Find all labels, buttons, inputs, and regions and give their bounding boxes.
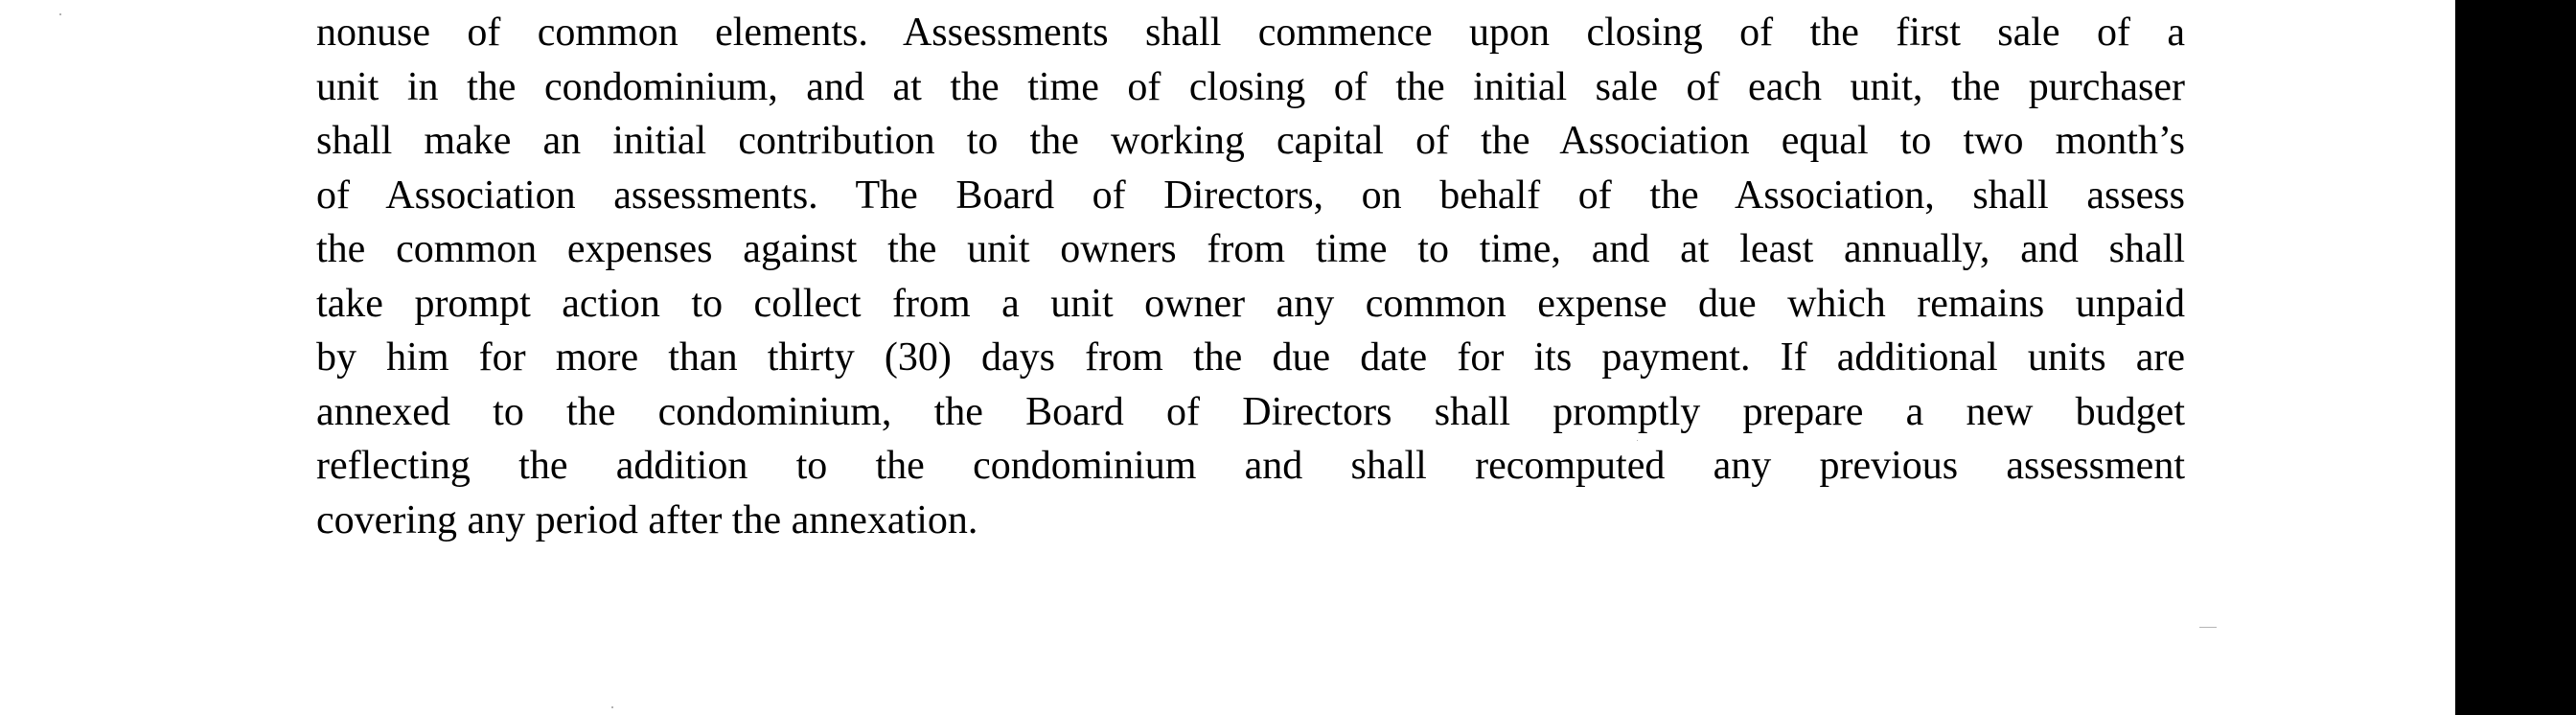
scan-speck <box>59 13 61 15</box>
paragraph-line: reflecting the addition to the condominium and shall recomputed any previous assessment <box>316 444 2185 488</box>
faint-rule-mark <box>2199 627 2217 628</box>
assessment-paragraph <box>316 6 2185 547</box>
scan-border-right <box>2455 0 2576 715</box>
paragraph-line: the common expenses against the unit owners from time to time, and at least annually, and shall <box>316 227 2185 271</box>
scan-speck <box>611 706 613 708</box>
paragraph-line: by him for more than thirty (30) days from the due date for its payment. If additional units are <box>316 335 2185 380</box>
paragraph-line: of Association assessments. The Board of Directors, on behalf of the Association, shall assess <box>316 173 2185 218</box>
paragraph-line: unit in the condominium, and at the time of closing of the initial sale of each unit, the purchaser <box>316 64 2185 109</box>
paragraph-line: nonuse of common elements. Assessments shall commence upon closing of the first sale of a <box>316 11 2185 55</box>
paragraph-line: shall make an initial contribution to the working capital of the Association equal to two month’s <box>316 119 2185 163</box>
paragraph-line: annexed to the condominium, the Board of Directors shall promptly prepare a new budget <box>316 389 2185 434</box>
paragraph-line: covering any period after the annexation. <box>316 497 978 542</box>
paragraph-line: take prompt action to collect from a unit owner any common expense due which remains unpaid <box>316 281 2185 326</box>
